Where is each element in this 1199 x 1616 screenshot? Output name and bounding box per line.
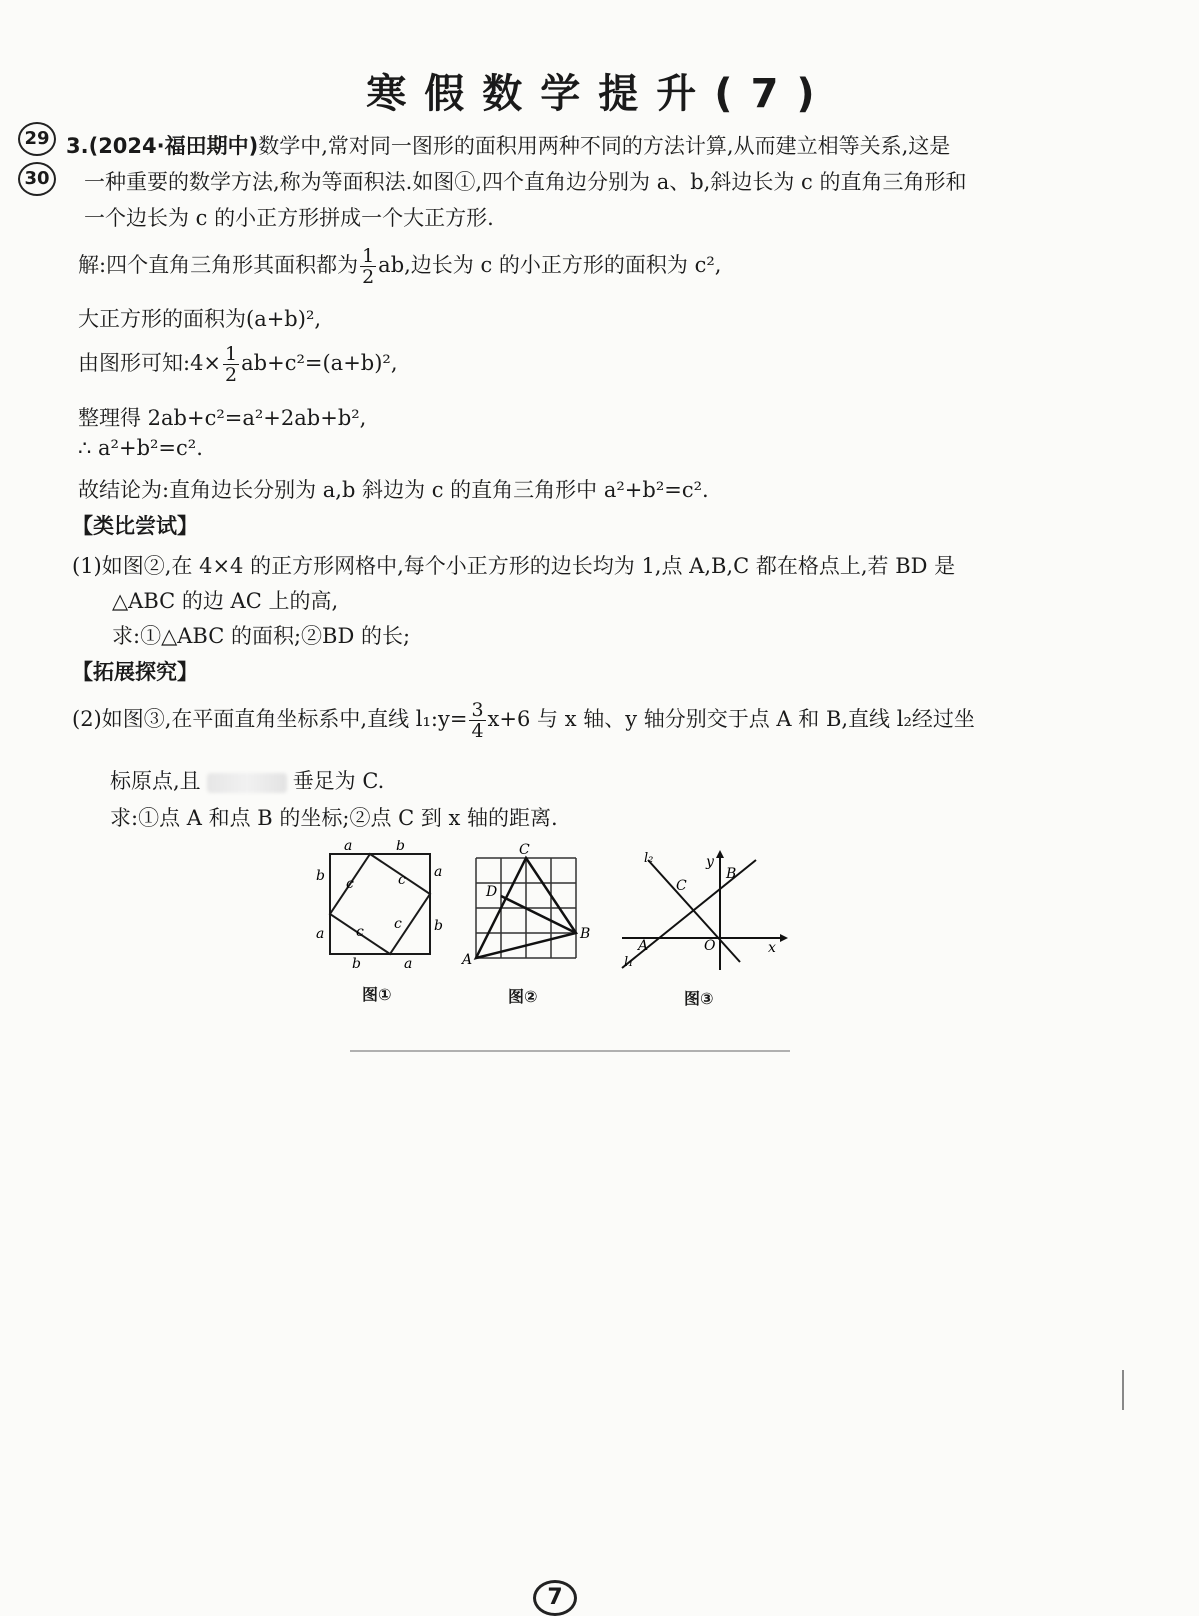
intro-line-1: 数学中,常对同一图形的面积用两种不同的方法计算,从而建立相等关系,这是 (258, 134, 951, 158)
fraction-numerator-2: 1 (225, 343, 238, 365)
fig1-label-b-left: b (316, 868, 325, 884)
question-2-line-2-post: 垂足为 C. (292, 769, 385, 793)
fig1-label-c-4: c (356, 924, 364, 940)
page-title: 寒假数学提升(7) (366, 71, 833, 117)
problem-number: 3. (66, 134, 89, 158)
fraction-one-half-2 (223, 344, 239, 385)
figure-3-diagram (620, 850, 790, 980)
fig1-label-b-right: b (434, 918, 443, 934)
fig1-label-c-3: c (394, 916, 402, 932)
question-2-line-2 (110, 765, 384, 795)
margin-note-30: 30 (18, 162, 56, 196)
question-1-line-2: △ABC 的边 AC 上的高, (112, 589, 339, 613)
figure-1-diagram (312, 840, 448, 970)
fig1-label-c-1: c (346, 876, 354, 892)
intro-line-3: 一个边长为 c 的小正方形拼成一个大正方形. (84, 206, 494, 230)
fig1-label-a-top: a (344, 840, 353, 854)
solution-line-5: ∴ a²+b²=c². (78, 436, 203, 460)
fig1-label-a-left: a (316, 926, 325, 942)
fraction-three-quarters (469, 700, 485, 741)
fig3-label-y: y (706, 854, 714, 870)
fig1-label-b-bottom: b (352, 956, 361, 970)
intro-line-2: 一种重要的数学方法,称为等面积法.如图①,四个直角边分别为 a、b,斜边长为 c 的直角三角形和 (84, 170, 967, 194)
problem-source: (2024·福田期中) (88, 134, 259, 158)
fig2-label-c: C (519, 842, 530, 858)
fig3-label-x: x (768, 940, 776, 956)
section-heading-extension: 【拓展探究】 (72, 660, 198, 684)
margin-note-29: 29 (18, 122, 56, 156)
page-number: 7 (533, 1580, 577, 1616)
question-2-line-3: 求:①点 A 和点 B 的坐标;②点 C 到 x 轴的距离. (110, 806, 558, 830)
fig3-label-l2: l₂ (644, 851, 654, 866)
question-1-line-3: 求:①△ABC 的面积;②BD 的长; (112, 624, 411, 648)
figure-2-diagram (456, 840, 606, 970)
figure-3-caption: 图③ (684, 989, 714, 1008)
fig1-label-c-2: c (398, 872, 406, 888)
question-2-line-1 (72, 700, 975, 741)
fig1-inner-square (330, 854, 430, 954)
fig1-label-b-top: b (396, 840, 405, 854)
fig2-label-d: D (486, 884, 498, 900)
solution-line-3-pre: 由图形可知:4× (78, 351, 222, 375)
fig3-label-c: C (676, 878, 687, 894)
fig3-label-o: O (704, 938, 716, 954)
solution-line-4: 整理得 2ab+c²=a²+2ab+b², (78, 406, 367, 430)
solution-line-3 (78, 344, 398, 385)
question-1-line-1: (1)如图②,在 4×4 的正方形网格中,每个小正方形的边长均为 1,点 A,B,C 都在格点上,若 BD 是 (72, 554, 956, 578)
fig3-label-b: B (726, 866, 737, 882)
fig1-outer-square (330, 854, 430, 954)
question-2-line-1-post: x+6 与 x 轴、y 轴分别交于点 A 和 B,直线 l₂经过坐 (487, 707, 975, 731)
fig1-label-a-bottom: a (404, 956, 413, 970)
fig3-label-a: A (638, 938, 649, 954)
fraction-denominator-2: 2 (225, 364, 238, 386)
fraction-one-half (360, 246, 376, 287)
fig2-label-b: B (580, 926, 591, 942)
problem-header-line (66, 130, 950, 160)
solution-line-1-post: ab,边长为 c 的小正方形的面积为 c², (378, 253, 722, 277)
figure-1-caption: 图① (362, 985, 392, 1004)
figure-2-caption: 图② (508, 987, 538, 1006)
solution-line-1-pre: 解:四个直角三角形其面积都为 (78, 253, 359, 277)
solution-line-3-post: ab+c²=(a+b)², (241, 351, 398, 375)
question-2-line-1-pre: (2)如图③,在平面直角坐标系中,直线 l₁:y= (72, 707, 468, 731)
question-2-line-2-pre: 标原点,且 (110, 769, 201, 793)
fraction-numerator-3: 3 (471, 699, 484, 721)
solution-line-6: 故结论为:直角边长分别为 a,b 斜边为 c 的直角三角形中 a²+b²=c². (78, 478, 709, 502)
fig1-label-a-right: a (434, 864, 443, 880)
scan-edge-mark (1122, 1370, 1124, 1410)
section-divider (350, 1050, 790, 1052)
blurred-region (207, 773, 287, 793)
fig2-label-a: A (462, 952, 473, 968)
solution-line-1 (78, 246, 721, 287)
fig3-label-l1: l₁ (624, 955, 634, 970)
fraction-numerator: 1 (362, 245, 375, 267)
fraction-denominator: 2 (362, 266, 375, 288)
solution-line-2: 大正方形的面积为(a+b)², (78, 307, 322, 331)
section-heading-analogy: 【类比尝试】 (72, 514, 198, 538)
fraction-denominator-3: 4 (471, 720, 484, 742)
